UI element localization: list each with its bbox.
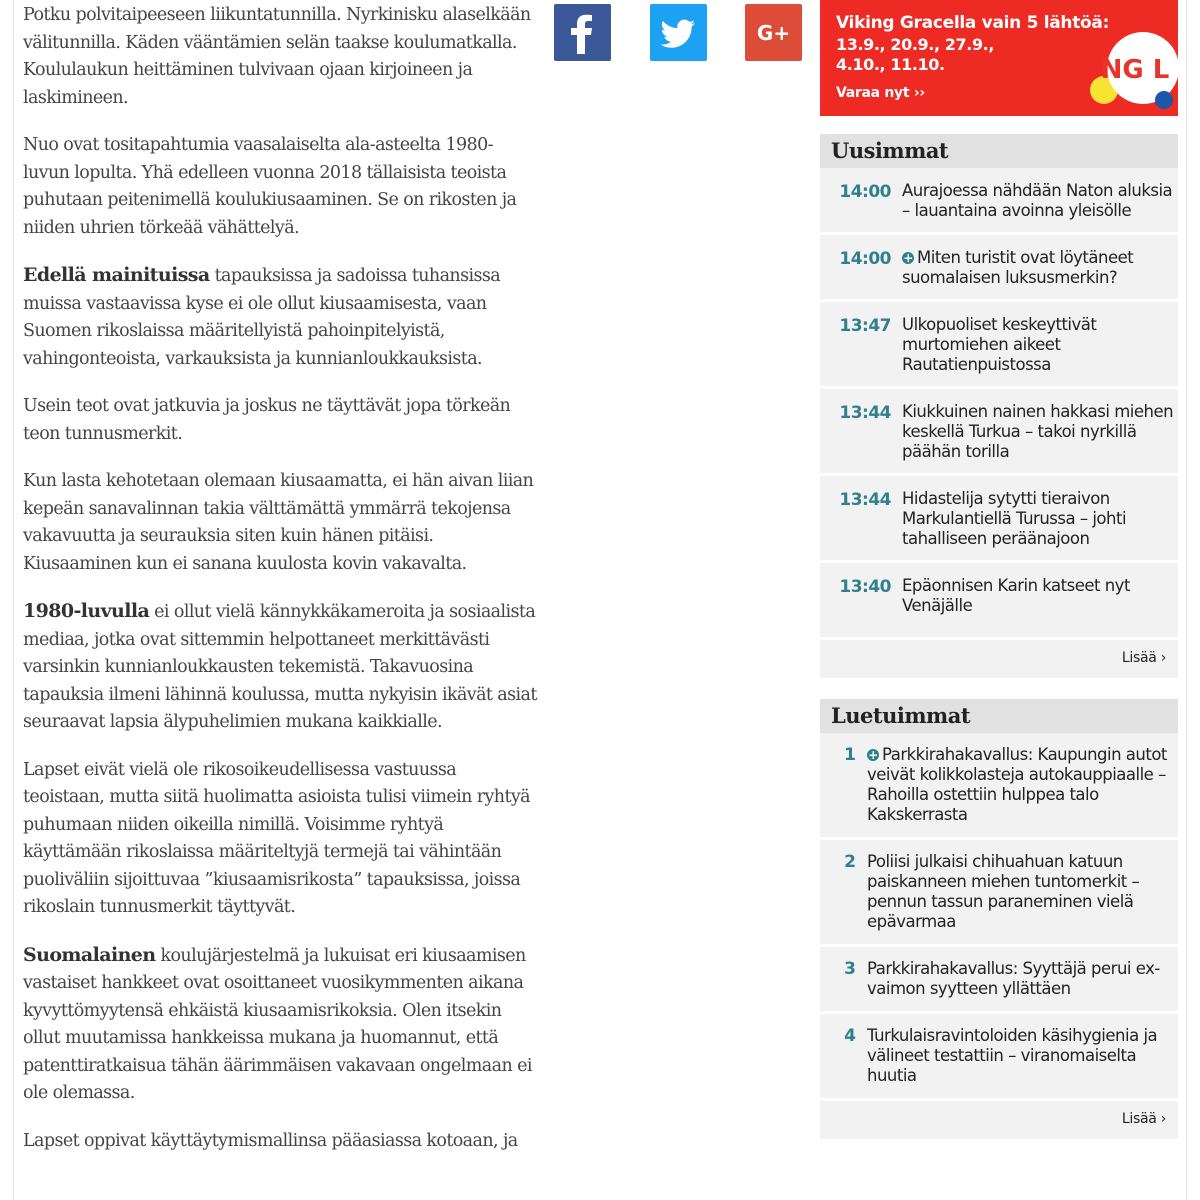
news-headline[interactable]: Aurajoessa nähdään Naton aluksia – lauantaina avoinna yleisölle	[902, 181, 1173, 220]
news-item[interactable]	[820, 476, 1178, 563]
twitter-icon	[650, 4, 707, 61]
most-read-headline[interactable]: + Parkkirahakavallus: Kaupungin autot veivät kolikkolasteja autokauppiaalle – Rahoilla ostettiin hulppea talo Kakskerrasta	[867, 745, 1167, 824]
facebook-icon	[554, 4, 611, 61]
news-time: 14:00	[839, 249, 891, 269]
news-time: 13:44	[839, 403, 891, 423]
ad-logo	[1088, 0, 1178, 116]
rank-number: 3	[844, 959, 856, 979]
ad-cta-link[interactable]: Varaa nyt ››	[836, 85, 925, 101]
news-item[interactable]	[820, 389, 1178, 476]
news-time: 13:47	[839, 316, 891, 336]
rank-number: 4	[844, 1026, 856, 1046]
most-read-headline[interactable]: Poliisi julkaisi chihuahuan katuun paiskanneen miehen tuntomerkit – pennun tassun paraneminen vielä epävarmaa	[867, 852, 1140, 931]
most-read-item[interactable]	[820, 947, 1178, 1014]
most-read-headline[interactable]: Turkulaisravintoloiden käsihygienia ja välineet testattiin – viranomaiselta huutia	[867, 1026, 1158, 1085]
most-read-panel	[820, 699, 1178, 1139]
more-link[interactable]: Lisää ›	[1121, 650, 1166, 666]
google-plus-icon	[745, 4, 802, 61]
news-headline[interactable]: Kiukkuinen nainen hakkasi miehen keskellä Turkua – takoi nyrkillä päähän torilla	[902, 402, 1174, 461]
twitter-share-button[interactable]	[650, 4, 707, 61]
news-headline[interactable]: + Miten turistit ovat löytäneet suomalaisen luksusmerkin?	[902, 248, 1134, 287]
paragraph-lead: 1980-luvulla	[23, 600, 150, 622]
news-item[interactable]	[820, 235, 1178, 302]
most-read-item[interactable]	[820, 840, 1178, 947]
news-item[interactable]	[820, 563, 1178, 640]
article-body	[23, 2, 538, 1175]
paragraph-lead: Edellä mainituissa	[23, 264, 210, 286]
ad-dates: 13.9., 20.9., 27.9., 4.10., 11.10.	[836, 35, 995, 74]
article-paragraph: Lapset oppivat käyttäytymismallinsa pääasiassa kotoaan, ja	[23, 1130, 518, 1151]
article-paragraph: Lapset eivät vielä ole rikosoikeudellisessa vastuussa teoistaan, mutta siitä huolimatta asioista tulisi viimein ryhtyä puhumaan niiden oikeilla nimillä. Voisimme ryhtyä käyttämään rikoslaissa määriteltyjä termejä tai vähintään puoliväliin sijoittuvaa ”kiusaamisrikosta” tapauksissa, joissa rikoslain tunnusmerkit täyttyvät.	[23, 759, 531, 917]
news-time: 14:00	[839, 182, 891, 202]
more-row	[820, 1101, 1178, 1139]
news-headline[interactable]: Epäonnisen Karin katseet nyt Venäjälle	[902, 576, 1130, 615]
article-paragraph: Usein teot ovat jatkuvia ja joskus ne täyttävät jopa törkeän teon tunnusmerkit.	[23, 396, 511, 444]
article-paragraph: Potku polvitaipeeseen liikuntatunnilla. Nyrkinisku alaselkään välitunnilla. Käden vääntämien selän taakse koulumatkalla. Koululaukun heittäminen tulvivaan ojaan kirjoineen ja laskimineen.	[23, 5, 531, 108]
news-item[interactable]	[820, 168, 1178, 235]
article-paragraph: Edellä mainituissa tapauksissa ja sadoissa tuhansissa muissa vastaavissa kyse ei ole ollut kiusaamisesta, vaan Suomen rikoslaissa määritellyistä pahoinpitelyistä, vahingonteoista, varkauksista ja kunnianloukkauksista.	[23, 264, 501, 369]
most-read-item[interactable]	[820, 733, 1178, 840]
panel-title: Uusimmat	[820, 134, 1178, 168]
left-divider	[13, 0, 14, 1200]
more-row	[820, 640, 1178, 678]
svg-text:NG L: NG L	[1100, 55, 1170, 85]
article-paragraph: 1980-luvulla ei ollut vielä kännykkäkameroita ja sosiaalista mediaa, jotka ovat sittemmin helpottaneet merkittävästi varsinkin kunnianloukkausten tekemistä. Takavuosina tapauksia ilmeni lähinnä koulussa, mutta nykyisin ikävät asiat seuraavat lapsia älypuhelimien mukana kaikkialle.	[23, 600, 537, 732]
most-read-item[interactable]	[820, 1014, 1178, 1101]
google-plus-share-button[interactable]	[745, 4, 802, 61]
ad-banner[interactable]	[820, 0, 1178, 116]
article-paragraph: Nuo ovat tositapahtumia vaasalaiselta ala-asteelta 1980-luvun lopulta. Yhä edelleen vuonna 2018 tällaisista teoista puhutaan peitenimellä koulukiusaaminen. Se on rikosten ja niiden uhrien törkeää vähättelyä.	[23, 135, 517, 238]
article-paragraph: Suomalainen koulujärjestelmä ja lukuisat eri kiusaamisen vastaiset hankkeet ovat osoittaneet vuosikymmenten aikana kyvyttömyytensä ehkäistä kiusaamisrikoksia. Olen itsekin ollut muutamissa hankkeissa mukana ja huomannut, että patenttiratkaisua tähän äärimmäisen vakavaan ongelmaan ei ole olemassa.	[23, 943, 532, 1103]
rank-number: 2	[844, 852, 856, 872]
svg-text:G+: G+	[756, 21, 791, 45]
more-link[interactable]: Lisää ›	[1121, 1111, 1166, 1127]
premium-plus-icon: +	[903, 251, 913, 265]
news-headline[interactable]: Ulkopuoliset keskeyttivät murtomiehen aikeet Rautatienpuistossa	[902, 315, 1097, 374]
paragraph-lead: Suomalainen	[23, 943, 156, 966]
latest-news-panel	[820, 134, 1178, 678]
rank-number: 1	[844, 745, 856, 765]
news-headline[interactable]: Hidastelija sytytti tieraivon Markulantiellä Turussa – johti tahalliseen peräänajoon	[902, 489, 1127, 548]
news-time: 13:44	[839, 490, 891, 510]
article-paragraph: Kun lasta kehotetaan olemaan kiusaamatta, ei hän aivan liian kepeän sanavalinnan takia välttämättä ymmärrä tekojensa vakavuutta ja seurauksia siten kuin hänen pitäisi. Kiusaaminen kun ei sanana kuulosta kovin vakavalta.	[23, 471, 534, 574]
news-item[interactable]	[820, 302, 1178, 389]
premium-plus-icon: +	[868, 748, 878, 762]
news-time: 13:40	[839, 577, 891, 597]
most-read-headline[interactable]: Parkkirahakavallus: Syyttäjä perui ex-vaimon syytteen yllättäen	[867, 959, 1160, 998]
right-divider	[1186, 0, 1187, 1200]
panel-title: Luetuimmat	[820, 699, 1178, 733]
ad-headline: Viking Gracella vain 5 lähtöä:	[836, 13, 1110, 33]
facebook-share-button[interactable]	[554, 4, 611, 61]
